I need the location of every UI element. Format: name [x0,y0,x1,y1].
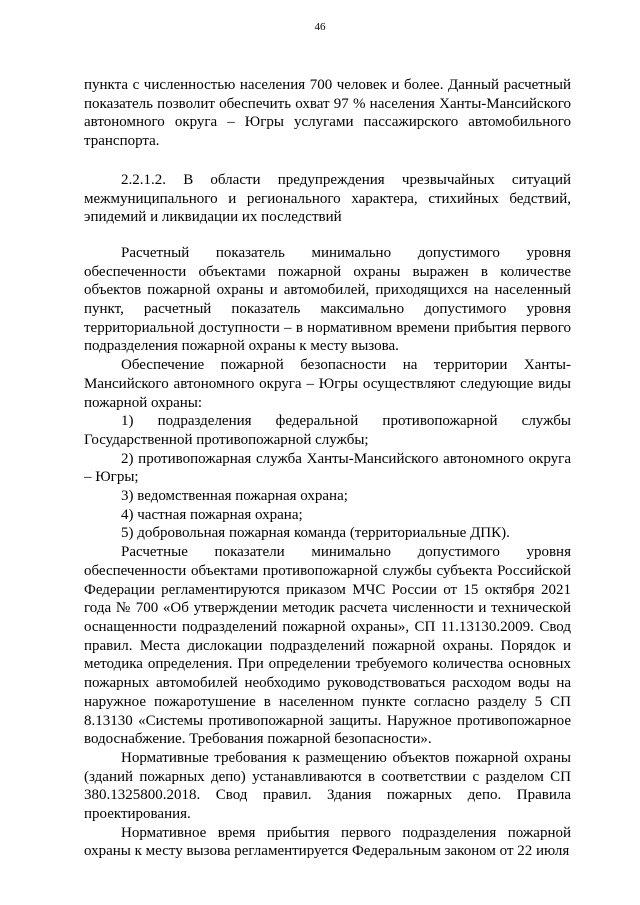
paragraph-normative-requirements: Нормативные требования к размещению объектов пожарной охраны (зданий пожарных депо) устанавливаются в соответствии с разделом СП 380.1325800.2018. Свод правил. Здания пожарных депо. Правила проектирования. [84,749,571,823]
list-item-private: 4) частная пожарная охрана; [121,506,303,523]
paragraph-fire-protection-indicator: Расчетный показатель минимально допустимого уровня обеспеченности объектами пожарной охраны выражен в количестве объектов пожарной охраны и автомобилей, приходящихся на населенный пункт, расчетный показатель максимально допустимого уровня территориальной доступности – в нормативном времени прибытия первого подразделения пожарной охраны к месту вызова. [84,244,571,355]
document-body [84,76,571,861]
paragraph-calculated-indicators: Расчетные показатели минимально допустимого уровня обеспеченности объектами противопожарной службы субъекта Российской Федерации регламентируются приказом МЧС России от 15 октября 2021 года № 700 «Об утверждении методик расчета численности и технической оснащенности подразделений пожарной охраны», СП 11.13130.2009. Свод правил. Места дислокации подразделений пожарной охраны. Порядок и методика определения. При определении требуемого количества основных пожарных автомобилей необходимо руководствоваться расходом воды на наружное пожаротушение в населенном пункте согласно разделу 5 СП 8.13130 «Системы противопожарной защиты. Наружное противопожарное водоснабжение. Требования пожарной безопасности». [84,544,571,748]
spacer [84,227,571,244]
list-item-volunteer: 5) добровольная пожарная команда (территориальные ДПК). [121,525,510,542]
list-item-federal-service: 1) подразделения федеральной противопожарной службы Государственной противопожарной службы; [84,413,571,448]
paragraph-arrival-time: Нормативное время прибытия первого подразделения пожарной охраны к месту вызова регламентируется Федеральным законом от 22 июля [84,824,571,860]
spacer [84,151,571,171]
section-heading: 2.2.1.2. В области предупреждения чрезвычайных ситуаций межмуниципального и регионального характера, стихийных бедствий, эпидемий и ликвидации их последствий [84,171,571,226]
intro-paragraph: пункта с численностью населения 700 человек и более. Данный расчетный показатель позволит обеспечить охват 97 % населения Ханты-Мансийского автономного округа – Югры услугами пассажирского автомобильного транспорта. [84,77,571,150]
list-item-departmental: 3) ведомственная пожарная охрана; [121,488,348,505]
page-number: 46 [314,21,326,33]
list-item-regional-service: 2) противопожарная служба Ханты-Мансийского автономного округа – Югры; [84,450,571,486]
paragraph-fire-safety-provision: Обеспечение пожарной безопасности на территории Ханты-Мансийского автономного округа – Югры осуществляют следующие виды пожарной охраны: [84,357,571,411]
